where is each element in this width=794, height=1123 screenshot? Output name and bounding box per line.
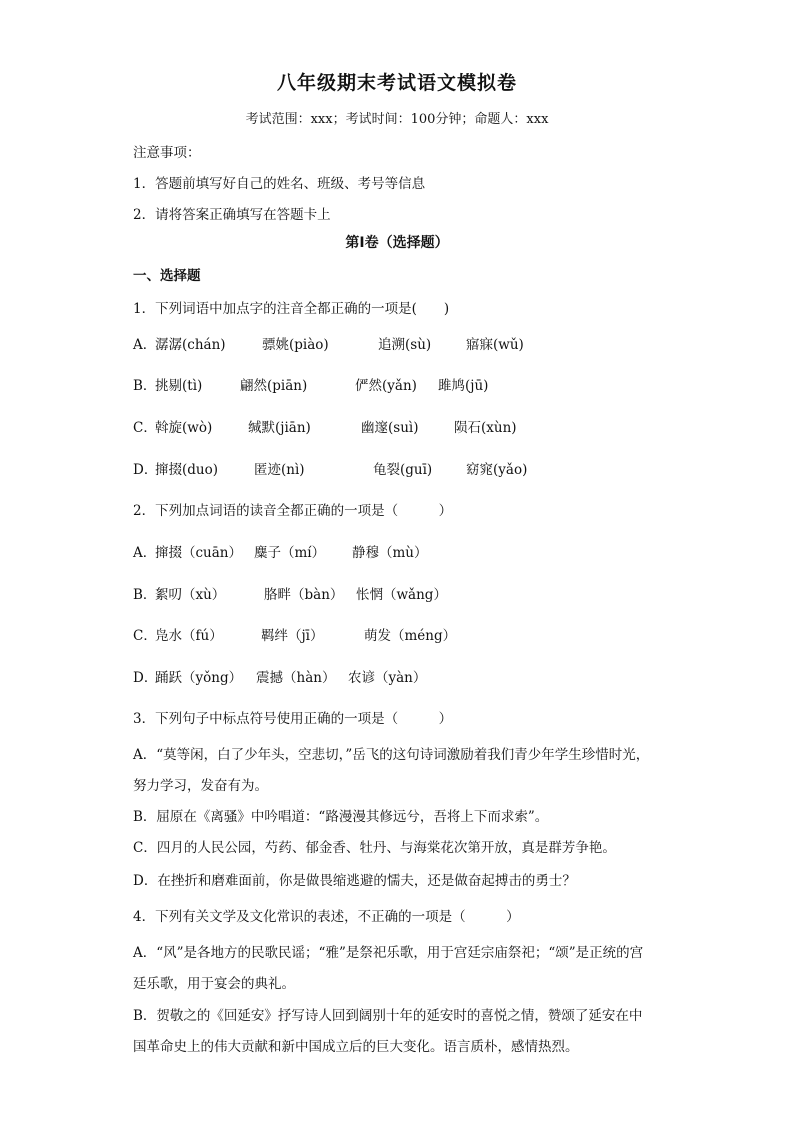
question-stem: 3．下列句子中标点符号使用正确的一项是（ ） bbox=[133, 711, 453, 727]
page-title: 八年级期末考试语文模拟卷 bbox=[276, 72, 517, 94]
option-word: 斡旋(wò) bbox=[155, 420, 213, 436]
note-item: 1．答题前填写好自己的姓名、班级、考号等信息 bbox=[133, 176, 426, 192]
option-word: 胳畔（bàn） bbox=[264, 587, 344, 603]
option-word: 怅惘（wǎng） bbox=[356, 587, 447, 603]
option-word: 撺掇（cuān） bbox=[155, 545, 242, 561]
option-word: 窈窕(yǎo) bbox=[466, 462, 528, 478]
section-heading: 一、选择题 bbox=[133, 268, 201, 284]
option-text: C．四月的人民公园，芍药、郁金香、牡丹、与海棠花次第开放，真是群芳争艳。 bbox=[133, 840, 616, 856]
question-stem: 4．下列有关文学及文化常识的表述，不正确的一项是（ ） bbox=[133, 909, 520, 925]
option-word: 撺掇(duo) bbox=[155, 462, 218, 478]
option-word: 俨然(yǎn) bbox=[355, 378, 417, 394]
option-text: 国革命史上的伟大贡献和新中国成立后的巨大变化。语言质朴，感情热烈。 bbox=[133, 1039, 579, 1055]
option-label: D． bbox=[133, 670, 158, 686]
option-word: 龟裂(guī) bbox=[373, 462, 433, 478]
option-label: C． bbox=[133, 420, 157, 436]
option-text: 努力学习，发奋有为。 bbox=[133, 778, 268, 794]
option-text: 廷乐歌，用于宴会的典礼。 bbox=[133, 976, 295, 992]
option-word: 寤寐(wǔ) bbox=[466, 337, 524, 353]
notes-heading: 注意事项： bbox=[133, 145, 201, 161]
option-label: A． bbox=[133, 337, 157, 353]
option-word: 骠姚(piào) bbox=[262, 337, 329, 353]
option-word: 陨石(xùn) bbox=[454, 420, 517, 436]
option-word: 缄默(jiān) bbox=[248, 420, 311, 436]
option-text: A．“风”是各地方的民歌民谣；“雅”是祭祀乐歌，用于宫廷宗庙祭祀；“颂”是正统的宫 bbox=[133, 945, 644, 961]
option-word: 麋子（mí） bbox=[254, 545, 326, 561]
exam-info: 考试范围：xxx；考试时间：100分钟；命题人：xxx bbox=[245, 112, 549, 127]
option-word: 幽邃(suì) bbox=[361, 420, 419, 436]
option-word: 农谚（yàn） bbox=[348, 670, 427, 686]
question-stem: 2．下列加点词语的读音全都正确的一项是（ ） bbox=[133, 503, 453, 519]
option-word: 羁绊（jī） bbox=[261, 628, 324, 644]
option-label: B． bbox=[133, 378, 157, 394]
question-stem: 1．下列词语中加点字的注音全都正确的一项是( ) bbox=[133, 301, 450, 317]
option-word: 潺潺(chán) bbox=[155, 337, 226, 353]
option-word: 静穆（mù） bbox=[352, 545, 428, 561]
option-word: 追溯(sù) bbox=[378, 337, 432, 353]
option-label: D． bbox=[133, 462, 158, 478]
option-word: 雎鸠(jū) bbox=[438, 378, 489, 394]
option-word: 踊跃（yǒng） bbox=[155, 670, 243, 686]
option-text: B．贺敬之的《回延安》抒写诗人回到阔别十年的延安时的喜悦之情，赞颂了延安在中 bbox=[133, 1008, 643, 1024]
option-word: 絮叨（xù） bbox=[155, 587, 226, 603]
option-label: C． bbox=[133, 628, 157, 644]
option-word: 震撼（hàn） bbox=[256, 670, 336, 686]
option-word: 翩然(piān) bbox=[240, 378, 308, 394]
option-text: D．在挫折和磨难面前，你是做畏缩逃避的懦夫，还是做奋起搏击的勇士？ bbox=[133, 873, 576, 889]
note-item: 2．请将答案正确填写在答题卡上 bbox=[133, 207, 331, 223]
option-label: B． bbox=[133, 587, 157, 603]
option-text: B．屈原在《离骚》中吟唱道：“路漫漫其修远兮，吾将上下而求索”。 bbox=[133, 809, 549, 825]
option-word: 匿迹(nì) bbox=[254, 462, 305, 478]
volume-title: 第I卷（选择题） bbox=[345, 235, 449, 251]
option-label: A． bbox=[133, 545, 157, 561]
option-word: 挑剔(tì) bbox=[155, 378, 203, 394]
option-word: 萌发（méng） bbox=[364, 628, 457, 644]
option-text: A．“莫等闲，白了少年头，空悲切，”岳飞的这句诗词激励着我们青少年学生珍惜时光， bbox=[133, 747, 650, 763]
option-word: 凫水（fú） bbox=[155, 628, 223, 644]
